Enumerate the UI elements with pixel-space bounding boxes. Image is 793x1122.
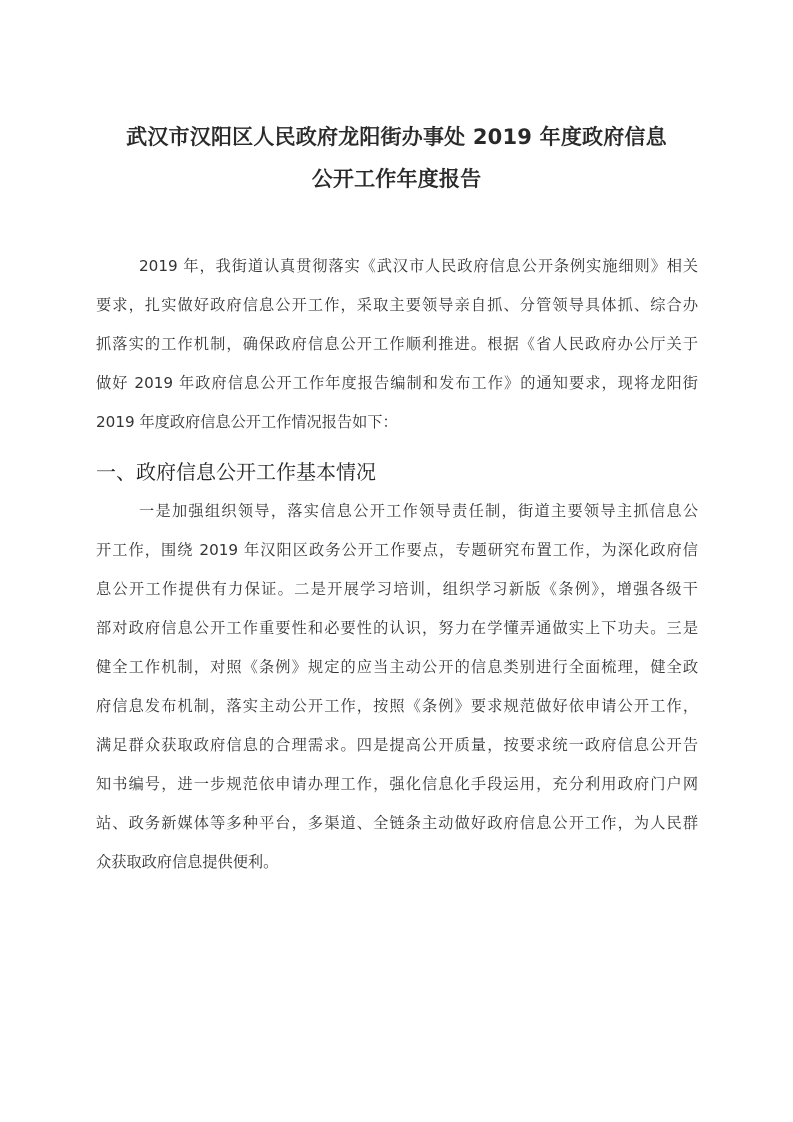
- body-line: 一是加强组织领导，落实信息公开工作领导责任制，街道主要领导主抓信息公: [139, 502, 698, 520]
- section-heading: 一、政府信息公开工作基本情况: [96, 460, 376, 484]
- intro-line: 2019 年度政府信息公开工作情况报告如下：: [96, 413, 398, 431]
- intro-line: 要求，扎实做好政府信息公开工作，采取主要领导亲自抓、分管领导具体抓、综合办: [96, 296, 698, 314]
- document-title-line-2: 公开工作年度报告: [311, 167, 482, 191]
- body-line: 站、政务新媒体等多种平台，多渠道、全链条主动做好政府信息公开工作，为人民群: [96, 814, 698, 832]
- body-line: 众获取政府信息提供便利。: [96, 853, 279, 871]
- body-line: 满足群众获取政府信息的合理需求。四是提高公开质量，按要求统一政府信息公开告: [96, 736, 698, 754]
- intro-line: 2019 年，我街道认真贯彻落实《武汉市人民政府信息公开条例实施细则》相关: [139, 257, 698, 275]
- body-line: 部对政府信息公开工作重要性和必要性的认识，努力在学懂弄通做实上下功夫。三是: [96, 619, 698, 637]
- document-title-line-1: 武汉市汉阳区人民政府龙阳街办事处 2019 年度政府信息: [126, 125, 667, 149]
- body-line: 知书编号，进一步规范依申请办理工作，强化信息化手段运用，充分利用政府门户网: [96, 775, 698, 793]
- body-line: 开工作，围绕 2019 年汉阳区政务公开工作要点，专题研究布置工作，为深化政府信: [96, 541, 698, 559]
- intro-line: 抓落实的工作机制，确保政府信息公开工作顺利推进。根据《省人民政府办公厅关于: [96, 335, 698, 353]
- body-line: 健全工作机制，对照《条例》规定的应当主动公开的信息类别进行全面梳理，健全政: [96, 658, 698, 676]
- intro-line: 做好 2019 年政府信息公开工作年度报告编制和发布工作》的通知要求，现将龙阳街: [96, 374, 698, 392]
- body-line: 息公开工作提供有力保证。二是开展学习培训，组织学习新版《条例》，增强各级干: [96, 580, 698, 598]
- body-line: 府信息发布机制，落实主动公开工作，按照《条例》要求规范做好依申请公开工作，: [96, 697, 698, 715]
